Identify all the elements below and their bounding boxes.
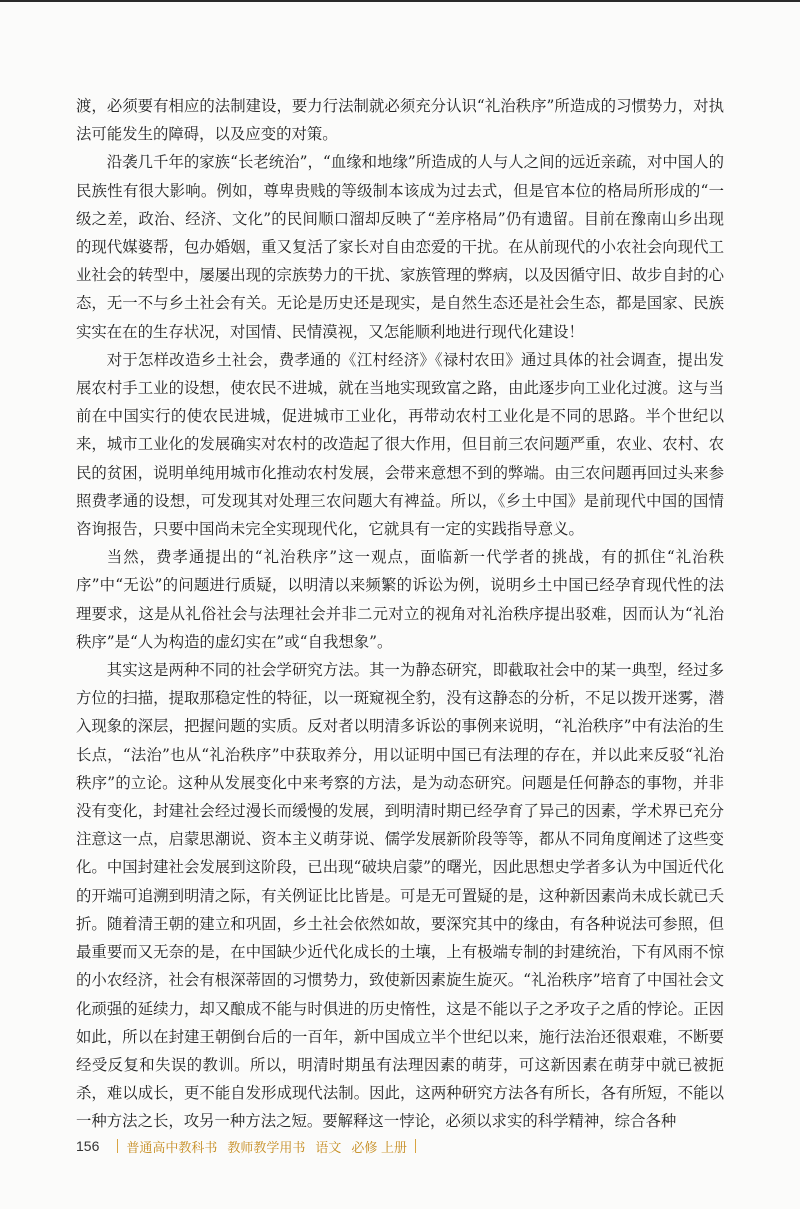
page-footer [76,1135,424,1157]
paragraph-continuation: 渡，必须要有相应的法制建设，要力行法制就必须充分认识“礼治秩序”所造成的习惯势力，对执法可能发生的障碍，以及应变的对策。 [76,97,724,144]
footer-separator-end [415,1139,416,1153]
paragraph-rural-reform: 对于怎样改造乡土社会，费孝通的《江村经济》《禄村农田》通过具体的社会调查，提出发展农村手工业的设想，使农民不进城，就在当地实现致富之路，由此逐步向工业化过渡。这与当前在中国实行的使农民进城，促进城市工业化，再带动农村工业化是不同的思路。半个世纪以来，城市工业化的发展确实对农村的改造起了很大作用，但目前三农问题严重，农业、农村、农民的贫困，说明单纯用城市化推动农村发展，会带来意想不到的弊端。由三农问题再回过头来参照费孝通的设想，可发现其对处理三农问题大有裨益。所以，《乡土中国》是前现代中国的国情咨询报告，只要中国尚未完全实现现代化，它就具有一定的实践指导意义。 [76,350,724,539]
footer-subject: 语文 [315,1139,342,1155]
paragraph-ritual-order-challenge: 当然，费孝通提出的“礼治秩序”这一观点，面临新一代学者的挑战，有的抓住“礼治秩序”中“无讼”的问题进行质疑，以明清以来频繁的诉讼为例，说明乡土中国已经孕育现代性的法理要求，这是从礼俗社会与法理社会并非二元对立的视角对礼治秩序提出驳难，因而认为“礼治秩序”是“人为构造的虚幻实在”或“自我想象”。 [76,548,724,651]
paragraph-clan-influence: 沿袭几千年的家族“长老统治”，“血缘和地缘”所造成的人与人之间的远近亲疏，对中国人的民族性有很大影响。例如，尊卑贵贱的等级制本该成为过去式，但是官本位的格局所形成的“一级之差，政治、经济、文化”的民间顺口溜却反映了“差序格局”仍有遗留。目前在豫南山乡出现的现代媒婆帮，包办婚姻，重又复活了家长对自由恋爱的干扰。在从前现代的小农社会向现代工业社会的转型中，屡屡出现的宗族势力的干扰、家族管理的弊病，以及因循守旧、故步自封的心态，无一不与乡土社会有关。无论是历史还是现实，是自然生态还是社会生态，都是国家、民族实实在在的生存状况，对国情、民情漠视，又怎能顺利地进行现代化建设！ [76,153,724,341]
footer-book-type: 教师教学用书 [227,1139,306,1155]
page-top-edge [0,0,800,2]
footer-volume: 必修 上册 [351,1139,408,1155]
paragraph-research-methods: 其实这是两种不同的社会学研究方法。其一为静态研究，即截取社会中的某一典型，经过多方位的扫描，提取那稳定性的特征，以一斑窥视全豹，没有这静态的分析，不足以拨开迷雾，潜入现象的深层，把握问题的实质。反对者以明清多诉讼的事例来说明，“礼治秩序”中有法治的生长点，“法治”也从“礼治秩序”中获取养分，用以证明中国已有法理的存在，并以此来反驳“礼治秩序”的立论。这种从发展变化中来考察的方法，是为动态研究。问题是任何静态的事物，并非没有变化，封建社会经过漫长而缓慢的发展，到明清时期已经孕育了异己的因素，学术界已充分注意这一点，启蒙思潮说、资本主义萌芽说、儒学发展新阶段等等，都从不同角度阐述了这些变化。中国封建社会发展到这阶段，已出现“破块启蒙”的曙光，因此思想史学者多认为中国近代化的开端可追溯到明清之际，有关例证比比皆是。可是无可置疑的是，这种新因素尚未成长就已夭折。随着清王朝的建立和巩固，乡土社会依然如故，要深究其中的缘由，有各种说法可参照，但最重要而又无奈的是，在中国缺少近代化成长的土壤，上有极端专制的封建统治，下有风雨不惊的小农经济，社会有根深蒂固的习惯势力，致使新因素旋生旋灭。“礼治秩序”培育了中国社会文化顽强的延续力，却又酿成不能与时俱进的历史惰性，这是不能以子之矛攻子之盾的悖论。正因如此，所以在封建王朝倒台后的一百年，新中国成立半个世纪以来，施行法治还很艰难，不断要经受反复和失误的教训。所以，明清时期虽有法理因素的萌芽，可这新因素在萌芽中就已被扼杀，难以成长，更不能自发形成现代法制。因此，这两种研究方法各有所长，各有所短，不能以一种方法之长，攻另一种方法之短。要解释这一悖论，必须以求实的科学精神，综合各种 [76,661,724,1131]
footer-book-title: 普通高中教科书 [126,1139,218,1155]
footer-separator [117,1139,118,1153]
body-text [76,92,724,1136]
page-number: 156 [76,1138,100,1154]
